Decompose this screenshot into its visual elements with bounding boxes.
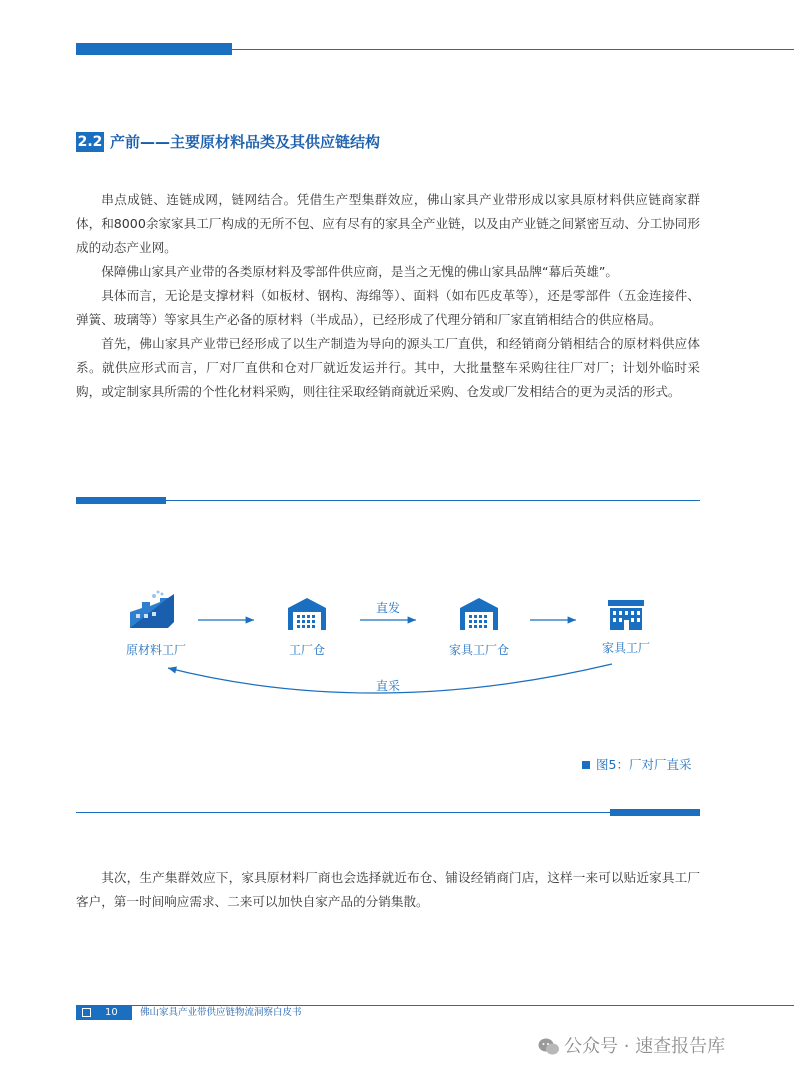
node-label: 家具工厂 [601,641,651,655]
paragraph: 具体而言，无论是支撑材料（如板材、钢构、海绵等）、面料（如布匹皮革等），还是零部件（五金连接件、弹簧、玻璃等）等家具生产必备的原材料（半成品），已经形成了代理分销和厂家直销相结合的供应格局。 [76,288,700,327]
building-icon [608,600,644,630]
figure-caption [582,756,691,774]
paragraph: 串点成链、连链成网，链网结合。凭借生产型集群效应，佛山家具产业带形成以家具原材料供应链商家群体，和8000余家家具工厂构成的无所不包、应有尽有的家具全产业链，以及由产业链之间紧密互动、分工协同形成的动态产业网。 [76,192,700,255]
watermark [538,1033,725,1061]
warehouse-icon [460,598,498,630]
warehouse-icon [288,598,326,630]
factory-icon [130,591,174,629]
arrow-label-top: 直发 [375,601,401,615]
body-text-bottom [76,866,700,914]
figure-top-rule-accent [76,497,166,504]
paragraph: 其次，生产集群效应下，家具原材料厂商也会选择就近布仓、铺设经销商门店，这样一来可以贴近家具工厂客户，第一时间响应需求、二来可以加快自家产品的分销集散。 [76,870,700,909]
wechat-icon [538,1037,560,1057]
arrow-label-bottom: 直采 [375,679,401,693]
supply-flow-diagram [76,560,700,710]
figure-bottom-rule-accent [610,809,700,816]
page-number: 10 [105,1007,118,1018]
node-label: 工厂仓 [288,643,326,657]
section-number: 2.2 [77,134,103,150]
figure-caption-text: 图5：厂对厂直采 [596,757,692,772]
square-bullet-icon [582,761,590,769]
figure-top-rule [76,500,700,501]
figure-bottom-rule [76,812,700,813]
watermark-text: 公众号 · 速查报告库 [564,1036,726,1057]
book-icon [82,1008,91,1017]
footer-title: 佛山家具产业带供应链物流洞察白皮书 [140,1007,302,1018]
node-label: 原材料工厂 [125,643,187,657]
body-text-top [76,188,700,404]
section-title: 产前——主要原材料品类及其供应链结构 [110,133,381,151]
paragraph: 首先，佛山家具产业带已经形成了以生产制造为导向的源头工厂直供，和经销商分销相结合的原材料供应体系。就供应形式而言，厂对厂直供和仓对厂就近发运并行。其中，大批量整车采购往往厂对厂；计划外临时采购，或定制家具所需的个性化材料采购，则往往采取经销商就近采购、仓发或厂发相结合的更为灵活的形式。 [76,336,700,399]
paragraph: 保障佛山家具产业带的各类原材料及零部件供应商，是当之无愧的佛山家具品牌“幕后英雄”。 [101,264,618,279]
node-label: 家具工厂仓 [448,643,510,657]
header-rule-accent [76,43,232,55]
